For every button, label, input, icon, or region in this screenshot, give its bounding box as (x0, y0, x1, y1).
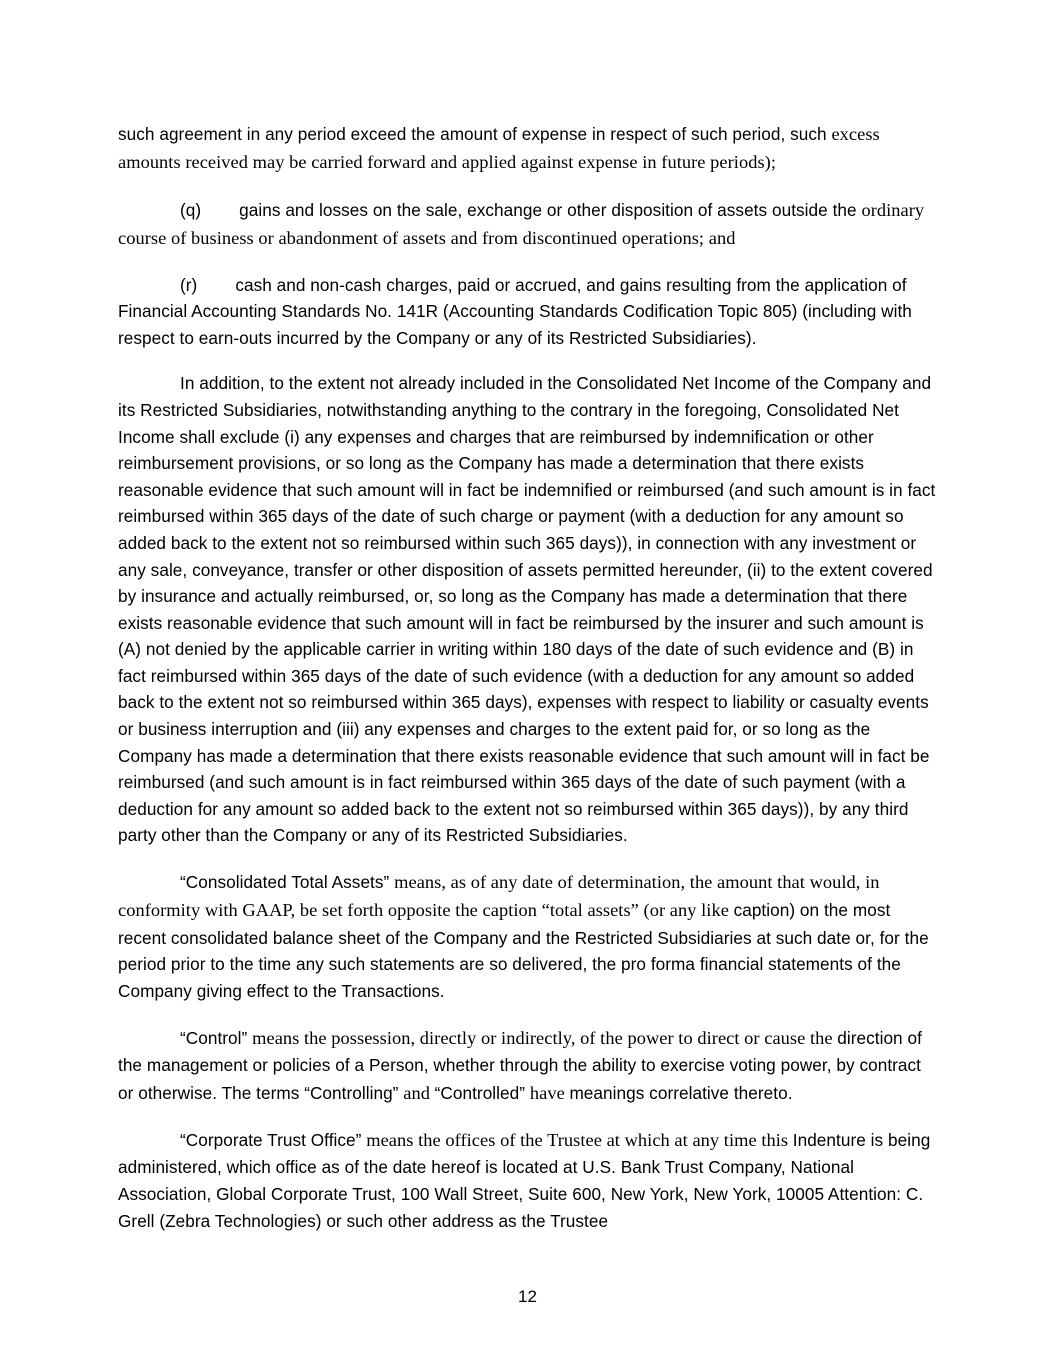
text-run: direction of the management or policies of a Person, whether through the ability to exercise voting power, by contract or otherwise. The terms “Controlling” (118, 1027, 922, 1103)
text-run: cash and non-cash charges, paid or accrued, and gains resulting from the application of Financial Accounting Standards No. 141R (Accounting Standards Codification Topic 805) (including with respect to earn-outs incurred by the Company or any of its Restricted Subsidiaries). (118, 274, 912, 348)
text-run: such agreement in any period exceed the amount of expense in respect of such period, such (118, 124, 832, 144)
page-number: 12 (518, 1287, 537, 1306)
paragraph-p-r (118, 272, 937, 352)
text-run: gains and losses on the sale, exchange or other disposition of assets outside the (239, 199, 862, 220)
paragraph-p-in-addition (118, 370, 937, 848)
text-run: excess amounts received may be carried forward and applied against expense in future periods); (118, 124, 880, 173)
text-run: (r) (180, 274, 198, 295)
text-run: means, as of any date of determination, the amount that would, in conformity with GAAP, be set forth opposite the caption “total assets” (or any like (118, 871, 880, 921)
text-run: and (403, 1082, 435, 1103)
paragraph-p-carryforward (118, 120, 937, 177)
text-run: meanings correlative thereto. (569, 1082, 793, 1103)
text-run: In addition, to the extent not already included in the Consolidated Net Income of the Company and its Restricted Subsidiaries, notwithstanding anything to the contrary in the foregoing, Consolidated Net Income shall exclude (i) any expenses and charges that are reimbursed by indemnification or other reimbursement provisions, or so long as the Company has made a determination that there exists reasonable evidence that such amount will in fact be indemnified or reimbursed (and such amount is in fact reimbursed within 365 days of the date of such charge or payment (with a deduction for any amount so added back to the extent not so reimbursed within such 365 days)), in connection with any investment or any sale, conveyance, transfer or other disposition of assets permitted hereunder, (ii) to the extent covered by insurance and actually reimbursed, or, so long as the Company has made a determination that there exists reasonable evidence that such amount will in fact be reimbursed by the insurer and such amount is (A) not denied by the applicable carrier in writing within 180 days of the date of such evidence and (B) in fact reimbursed within 365 days of the date of such evidence (with a deduction for any amount so added back to the extent not so reimbursed within 365 days), expenses with respect to liability or casualty events or business interruption and (iii) any expenses and charges to the extent paid for, or so long as the Company has made a determination that there exists reasonable evidence that such amount will in fact be reimbursed (and such amount is in fact reimbursed within 365 days of the date of such payment (with a deduction for any amount so added back to the extent not so reimbursed within 365 days)), by any third party other than the Company or any of its Restricted Subsidiaries. (118, 373, 936, 846)
paragraph-p-control (118, 1024, 937, 1107)
text-run: (q) (180, 199, 202, 220)
text-run: Indenture is being administered, which office as of the date hereof is located at U.S. Bank Trust Company, National Association, Global Corporate Trust, 100 Wall Street, Suite 600, New York, New York, 10005 Attention: C. Grell (Zebra Technologies) or such other address as the Trustee (118, 1129, 931, 1231)
paragraph-p-q (118, 196, 937, 253)
text-run: have (529, 1082, 570, 1103)
text-run: means the offices of the Trustee at which at any time this (366, 1129, 793, 1150)
text-run: “Corporate Trust Office” (180, 1129, 367, 1150)
paragraph-p-corporate-trust-office (118, 1126, 937, 1234)
text-run: caption) on the most recent consolidated balance sheet of the Company and the Restricted Subsidiaries at such date or, for the period prior to the time any such statements are so delivered, the pro forma financial statements of the Company giving effect to the Transactions. (118, 900, 929, 1001)
text-run: ordinary course of business or abandonment of assets and from discontinued operations; and (118, 199, 925, 249)
text-run: “Controlled” (434, 1082, 530, 1103)
paragraph-p-consolidated-total-assets (118, 868, 937, 1005)
text-run: means the possession, directly or indirectly, of the power to direct or cause the (252, 1027, 838, 1048)
document-body (118, 120, 937, 1234)
text-run: “Control” (180, 1027, 253, 1048)
text-run: “Consolidated Total Assets” (180, 871, 395, 892)
